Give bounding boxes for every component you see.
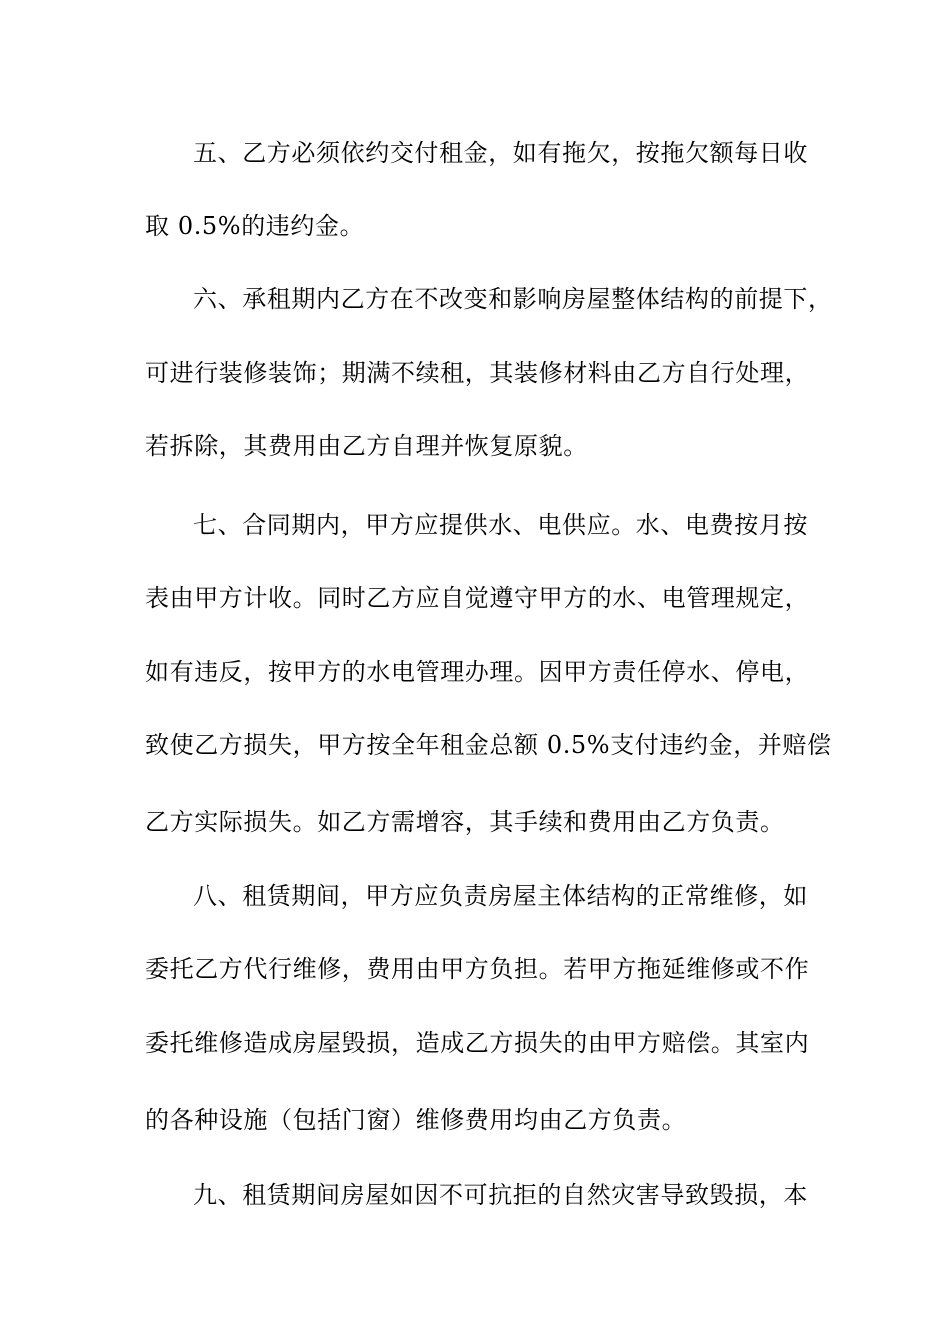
clause-7-line-3: 如有违反，按甲方的水电管理办理。因甲方责任停水、停电， [145, 658, 810, 686]
clause-6-line-2: 可进行装修装饰；期满不续租，其装修材料由乙方自行处理， [145, 359, 810, 387]
clause-8-line-3: 委托维修造成房屋毁损，造成乙方损失的由甲方赔偿。其室内 [145, 1029, 810, 1057]
clause-9-line-1: 九、租赁期间房屋如因不可抗拒的自然灾害导致毁损，本 [193, 1181, 808, 1209]
clause-7-line-2: 表由甲方计收。同时乙方应自觉遵守甲方的水、电管理规定， [145, 584, 810, 612]
clause-7-line-5: 乙方实际损失。如乙方需增容，其手续和费用由乙方负责。 [145, 808, 785, 836]
clause-8-line-2: 委托乙方代行维修，费用由甲方负担。若甲方拖延维修或不作 [145, 955, 810, 983]
clause-6-line-1: 六、承租期内乙方在不改变和影响房屋整体结构的前提下， [193, 285, 833, 313]
clause-7-line-1: 七、合同期内，甲方应提供水、电供应。水、电费按月按 [193, 511, 808, 539]
clause-6-line-3: 若拆除，其费用由乙方自理并恢复原貌。 [145, 432, 588, 460]
clause-5-line-1: 五、乙方必须依约交付租金，如有拖欠，按拖欠额每日收 [193, 139, 808, 167]
clause-8-line-1: 八、租赁期间，甲方应负责房屋主体结构的正常维修，如 [193, 882, 808, 910]
clause-5-line-2: 取 0.5%的违约金。 [145, 212, 365, 240]
clause-8-line-4: 的各种设施（包括门窗）维修费用均由乙方负责。 [145, 1106, 687, 1134]
clause-7-line-4: 致使乙方损失，甲方按全年租金总额 0.5%支付违约金，并赔偿 [145, 731, 832, 759]
